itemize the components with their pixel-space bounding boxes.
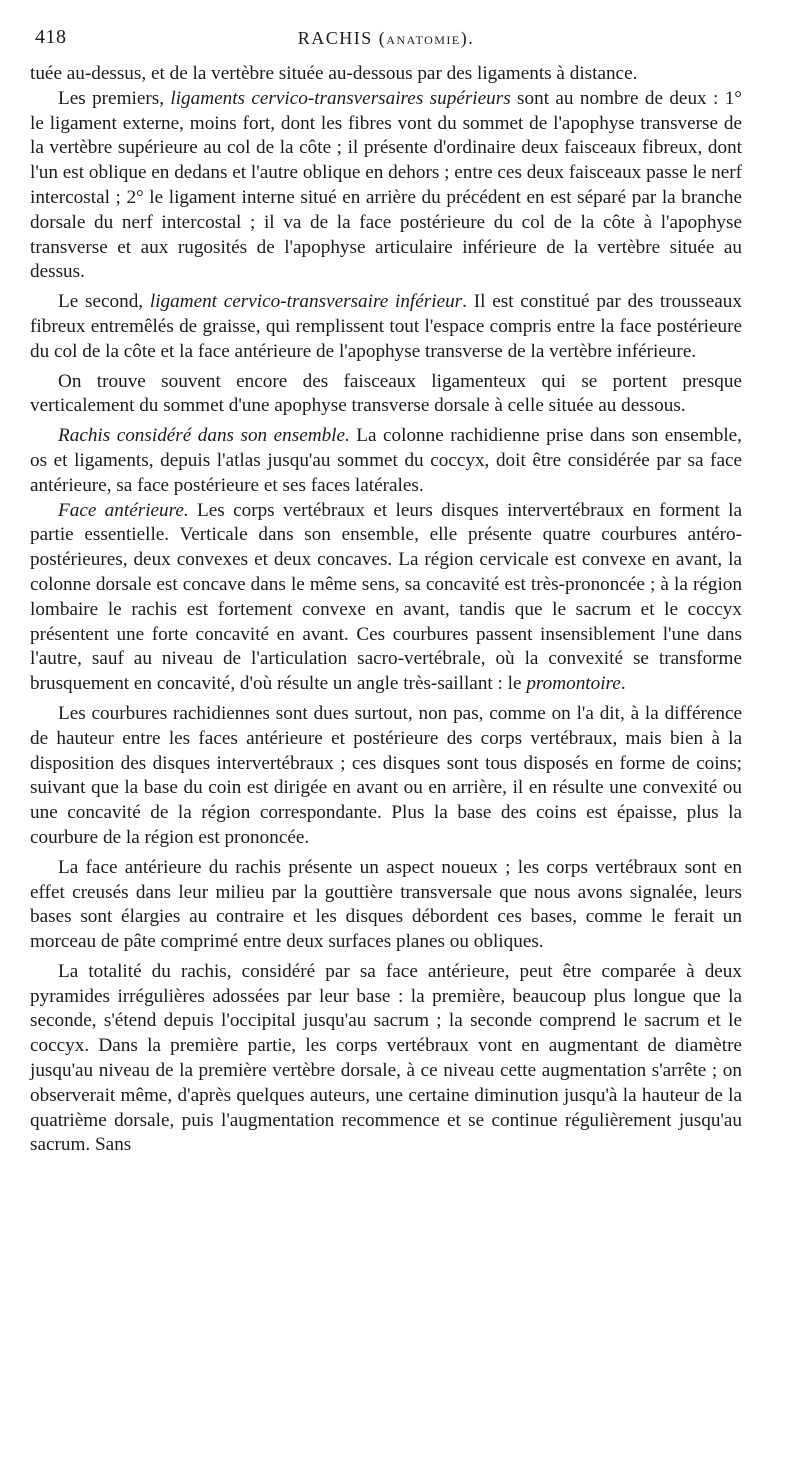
running-title-end: ). <box>460 28 475 48</box>
term-ligament-inferieur: ligament cervico-transversaire inférieur <box>149 291 463 313</box>
paragraph-courbures: Les courbures rachidiennes sont dues surtout, non pas, comme on l'a dit, à la différence de hauteur entre les faces antérieure et postérieure des corps vertébraux, mais bien à la disposition des disques intervertébraux ; ces disques sont tous disposés en forme de coins; suivant que la base du coin est dirigée en avant ou en arrière, il en résulte une convexité ou une concavité de la région correspondante. Plus la base des coins est épaisse, plus la courbure de la région est prononcée. <box>30 702 742 848</box>
section-heading-face-anterieure: Face antérieure. <box>58 499 189 521</box>
paragraph-faisceaux: On trouve souvent encore des faisceaux ligamenteux qui se portent presque verticalement du sommet d'une apophyse transverse dorsale à celle située au dessous. <box>30 370 742 417</box>
paragraph-pyramides: La totalité du rachis, considéré par sa face antérieure, peut être comparée à deux pyramides irrégulières adossées par leur base : la première, beaucoup plus longue que la seconde, s'étend depuis l'occipital jusqu'au sacrum ; la seconde comprend le sacrum et le coccyx. Dans la première partie, les corps vertébraux vont en augmentant de diamètre jusqu'au niveau de la première vertèbre dorsale, à ce niveau cette augmentation s'arrête ; on observerait même, d'après quelques auteurs, une certaine diminution jusqu'à la hauteur de la quatrième dorsale, puis l'augmentation recommence et se continue régulièrement jusqu'au sacrum. Sans <box>30 960 742 1156</box>
page <box>30 26 742 1158</box>
paragraph-ligaments-superieurs: Les premiers, ligaments cervico-transversaires supérieurs sont au nombre de deux : 1° le ligament externe, moins fort, dont les fibres vont du sommet de l'apophyse transverse de la vertèbre supérieure au col de la côte ; il présente d'ordinaire deux faisceaux fibreux, dont l'un est oblique en dedans et l'autre oblique en dehors ; entre ces deux faisceaux passe le nerf intercostal ; 2° le ligament interne situé en arrière du précédent en est séparé par la branche dorsale du nerf intercostal ; il va de la face postérieure du col de la côte à l'apophyse transverse et aux rugosités de l'apophyse articulaire inférieure de la vertèbre située au dessus. <box>30 87 742 283</box>
paragraph-face-anterieure: Face antérieure. Les corps vertébraux et leurs disques intervertébraux en forment la partie essentielle. Verticale dans son ensemble, elle présente quatre courbures antéro-postérieures, deux convexes et deux concaves. La région cervicale est convexe en avant, la colonne dorsale est concave dans le même sens, sa concavité est très-prononcée ; à la région lombaire le rachis est fortement convexe en avant, tandis que le sacrum et le coccyx présentent une forte concavité en avant. Ces courbures passent insensiblement l'une dans l'autre, sauf au niveau de l'articulation sacro-vertébrale, où la convexité se transforme brusquement en concavité, d'où résulte un angle très-saillant : le promontoire. <box>30 499 742 695</box>
paragraph-ligament-inferieur: Le second, ligament cervico-transversaire inférieur. Il est constitué par des trousseaux fibreux entremêlés de graisse, qui remplissent tout l'espace compris entre la face postérieure du col de la côte et la face antérieure de l'apophyse transverse de la vertèbre inférieure. <box>30 291 742 362</box>
paragraph-rachis-ensemble: Rachis considéré dans son ensemble. La colonne rachidienne prise dans son ensemble, os et ligaments, depuis l'atlas jusqu'au sommet du coccyx, doit être considérée par sa face antérieure, sa face postérieure et ses faces latérales. <box>30 425 742 496</box>
paragraph-aspect-noueux: La face antérieure du rachis présente un aspect noueux ; les corps vertébraux sont en effet creusés dans leur milieu par la gouttière transversale que nous avons signalée, leurs bases sont élargies au contraire et les disques débordent ces bases, comme le ferait un morceau de pâte comprimé entre deux surfaces planes ou obliques. <box>30 856 742 953</box>
section-heading-rachis-ensemble: Rachis considéré dans son ensemble. <box>58 425 350 447</box>
paragraph-continuation: tuée au-dessus, et de la vertèbre située au-dessous par des ligaments à distance. <box>30 63 638 84</box>
running-title-subject: ANATOMIE <box>386 33 461 47</box>
body-text <box>30 62 742 1158</box>
running-title <box>30 28 742 49</box>
term-ligaments-superieurs: ligaments cervico-transversaires supérieurs <box>170 87 511 109</box>
running-header <box>30 26 742 56</box>
term-promontoire: promontoire <box>526 673 621 695</box>
page-number: 418 <box>35 26 67 48</box>
running-title-main: RACHIS ( <box>297 28 387 48</box>
